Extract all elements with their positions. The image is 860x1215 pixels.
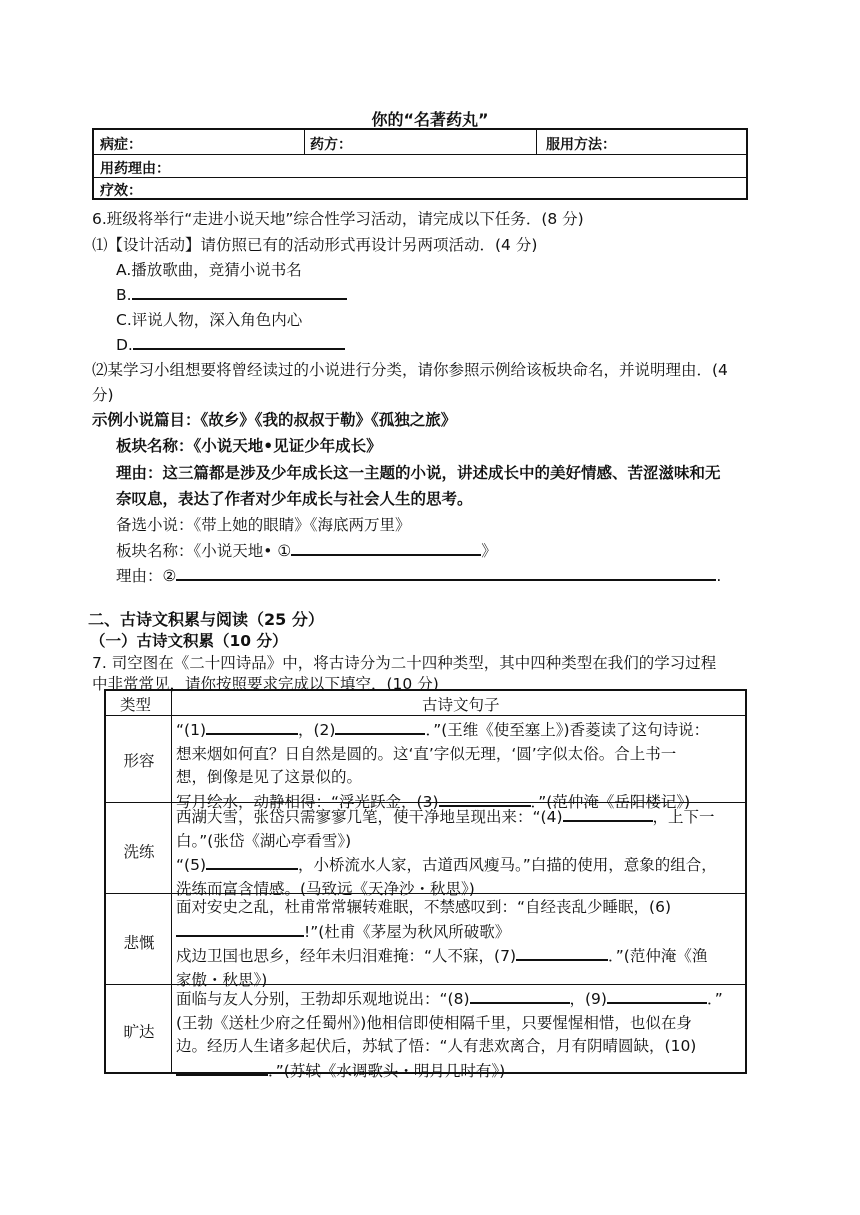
text-line: (王勃《送杜少府之任蜀州》)他相信即使相隔千里，只要惺惺相惜，也似在身	[176, 1013, 692, 1032]
text-line: ．”(范仲淹《岳阳楼记》)	[530, 792, 691, 811]
example-block-name: 板块名称：《小说天地•见证少年成长》	[116, 436, 382, 455]
example-reason-line1: 理由：这三篇都是涉及少年成长这一主题的小说，讲述成长中的美好情感、苦涩滋味和无	[116, 463, 721, 482]
block-name-blank[interactable]	[291, 539, 481, 556]
header-type: 类型	[120, 696, 152, 714]
option-d-label: D.	[116, 336, 133, 354]
effect-label: 疗效：	[100, 183, 142, 199]
q6-sub1: ⑴【设计活动】请仿照已有的活动形式再设计另两项活动．(4 分)	[92, 236, 538, 254]
text-line: 家傲・秋思》)	[176, 970, 268, 989]
q7-line2: 中非常常见，请你按照要求完成以下填空．(10 分)	[92, 675, 439, 693]
block-name-suffix: 》	[481, 542, 497, 560]
option-d-blank[interactable]	[133, 333, 345, 350]
q6-sub2-line1: ⑵某学习小组想要将曾经读过的小说进行分类，请你参照示例给该板块命名，并说明理由．(4	[92, 361, 728, 379]
pill-divider	[536, 130, 537, 155]
text-line: 白。”(张岱《湖心亭看雪》)	[176, 831, 352, 850]
row-divider	[106, 715, 745, 716]
blank-label: 西湖大雪，张岱只需寥寥几笔，便干净地呈现出来：“(4)	[176, 808, 563, 826]
q6-option-c: C.评说人物，深入角色内心	[116, 311, 303, 329]
text-line: 洗练而富含情感。(马致远《天净沙・秋思》)	[176, 879, 475, 898]
answer-blank-5[interactable]	[206, 853, 298, 870]
table-row-content	[176, 987, 746, 1083]
answer-blank-9[interactable]	[607, 987, 707, 1004]
example-reason-line2: 奈叹息，表达了作者对少年成长与社会人生的思考。	[116, 489, 473, 508]
text-line: ，小桥流水人家，古道西风瘦马。”白描的使用，意象的组合，	[298, 856, 717, 874]
answer-blank-2[interactable]	[335, 718, 425, 735]
q6-sub2-line2: 分)	[92, 386, 114, 404]
text-line: 想来烟如何直？日自然是圆的。这‘直’字似无理，‘圆’字似太俗。合上书一	[176, 744, 677, 763]
q7-line1: 7. 司空图在《二十四诗品》中，将古诗分为二十四种类型，其中四种类型在我们的学习过程	[92, 654, 717, 672]
section-2-sub: （一）古诗文积累（10 分）	[90, 632, 288, 650]
table-row-content	[176, 718, 746, 814]
q6-stem: 6.班级将举行“走进小说天地”综合性学习活动，请完成以下任务．(8 分)	[92, 210, 584, 228]
symptom-label: 病症：	[100, 137, 142, 153]
type-cell: 形容	[123, 752, 155, 770]
pill-divider	[304, 130, 305, 155]
block-name-answer	[116, 539, 497, 561]
prescription-label: 药方：	[310, 137, 352, 153]
type-cell: 旷达	[123, 1023, 155, 1041]
blank-label: 面临与友人分别，王勃却乐观地说出：“(8)	[176, 990, 470, 1008]
reason-prefix: 理由：②	[116, 567, 177, 585]
answer-blank-6[interactable]	[176, 920, 304, 937]
block-name-prefix: 板块名称：《小说天地•	[116, 542, 273, 560]
header-content: 古诗文句子	[422, 696, 500, 714]
blank-label: “(5)	[176, 856, 206, 874]
text-line: ．”(范仲淹《渔	[608, 947, 708, 965]
blank-label: ，(2)	[298, 721, 336, 739]
reason-end: .	[716, 567, 722, 585]
answer-blank-3[interactable]	[439, 790, 531, 807]
blank-label: 写月绘水，动静相得：“浮光跃金，(3)	[176, 792, 439, 811]
table-row-content	[176, 896, 746, 992]
reason-label: 用药理由：	[100, 161, 170, 177]
answer-number-1: ①	[277, 542, 292, 560]
text-line: ．”	[706, 990, 723, 1008]
pill-row-1	[94, 130, 746, 155]
pill-card-table	[92, 128, 748, 200]
poetry-table	[104, 689, 747, 1080]
q6-option-b	[116, 283, 347, 304]
pill-row-3	[94, 178, 746, 198]
answer-blank-7[interactable]	[516, 944, 608, 961]
answer-blank-10[interactable]	[176, 1059, 268, 1076]
type-cell: 洗练	[123, 843, 155, 861]
pill-card-title: 你的“名著药丸”	[371, 110, 489, 129]
q6-option-d	[116, 333, 345, 354]
example-titles: 示例小说篇目：《故乡》《我的叔叔于勒》《孤独之旅》	[92, 410, 457, 429]
reason-answer	[116, 564, 721, 586]
text-line: 想，倒像是见了这景似的。	[176, 768, 363, 786]
reason-blank[interactable]	[176, 564, 716, 581]
text-line: !”(杜甫《茅屋为秋风所破歌》	[304, 922, 511, 941]
type-cell: 悲慨	[123, 934, 155, 952]
text-line: ．”(王维《使至塞上》)香菱读了这句诗说：	[425, 721, 710, 739]
q6-option-a: A.播放歌曲，竞猜小说书名	[116, 261, 302, 279]
pill-row-2	[94, 155, 746, 178]
text-line: ，上下一	[652, 808, 715, 826]
answer-blank-8[interactable]	[470, 987, 570, 1004]
section-2-title: 二、古诗文积累与阅读（25 分）	[88, 610, 324, 629]
candidate-novels: 备选小说：《带上她的眼睛》《海底两万里》	[116, 516, 411, 534]
blank-label: “(1)	[176, 721, 206, 739]
answer-blank-4[interactable]	[563, 805, 653, 822]
blank-label: ，(9)	[569, 990, 607, 1008]
usage-label: 服用方法：	[546, 137, 616, 153]
text-line: 边。经历人生诸多起伏后，苏轼了悟：“人有悲欢离合，月有阴晴圆缺，(10)	[176, 1037, 697, 1055]
text-line: 面对安史之乱，杜甫常常辗转难眠，不禁感叹到：“自经丧乱少睡眠，(6)	[176, 898, 671, 916]
text-line: ．”(苏轼《水调歌头・明月几时有》)	[268, 1061, 506, 1080]
table-row-content	[176, 805, 746, 901]
blank-label: 戍边卫国也思乡，经年未归泪难掩：“人不寐，(7)	[176, 947, 516, 965]
answer-blank-1[interactable]	[206, 718, 298, 735]
option-b-blank[interactable]	[132, 283, 347, 300]
option-b-label: B.	[116, 286, 132, 304]
